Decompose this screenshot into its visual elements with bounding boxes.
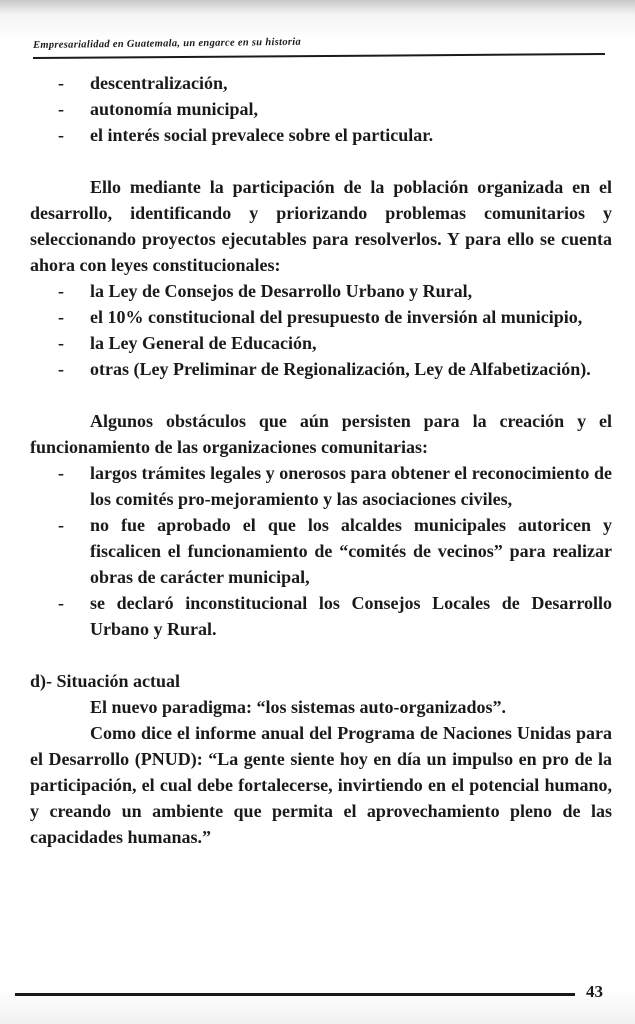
dash-bullet: - (58, 73, 64, 93)
list-item: - descentralización, (30, 70, 612, 96)
list-item: - el 10% constitucional del presupuesto de inversión al municipio, (30, 304, 612, 330)
list-item: - el interés social prevalece sobre el particular. (30, 122, 612, 148)
principles-list (30, 70, 612, 148)
spacer (30, 382, 612, 408)
paradigm-line: El nuevo paradigma: “los sistemas auto-organizados”. (90, 697, 507, 717)
list-item: - largos trámites legales y onerosos para obtener el reconocimiento de los comités pro-mejoramiento y las asociaciones civiles, (30, 460, 612, 512)
dash-bullet: - (58, 463, 64, 483)
dash-bullet: - (58, 281, 64, 301)
dash-bullet: - (58, 307, 64, 327)
page-body (30, 70, 612, 850)
dash-bullet: - (58, 333, 64, 353)
footer-rule (15, 993, 575, 996)
obstacles-list (30, 460, 612, 642)
list-item: - la Ley de Consejos de Desarrollo Urbano y Rural, (30, 278, 612, 304)
dash-bullet: - (58, 99, 64, 119)
page-number: 43 (586, 982, 603, 1001)
header-rule (33, 53, 605, 58)
list-item: - otras (Ley Preliminar de Regionalización, Ley de Alfabetización). (30, 356, 612, 382)
dash-bullet: - (58, 125, 64, 145)
list-item: - la Ley General de Educación, (30, 330, 612, 356)
list-item: - autonomía municipal, (30, 96, 612, 122)
spacer (30, 642, 612, 668)
paragraph: Ello mediante la participación de la población organizada en el desarrollo, identificando y priorizando problemas comunitarios y seleccionando proyectos ejecutables para resolverlos. Y para ello se cuenta ahora con leyes constitucionales: (30, 177, 612, 275)
dash-bullet: - (58, 359, 64, 379)
list-item: - se declaró inconstitucional los Consejos Locales de Desarrollo Urbano y Rural. (30, 590, 612, 642)
running-header: Empresarialidad en Guatemala, un engarce en su historia (33, 36, 302, 51)
dash-bullet: - (58, 515, 64, 535)
paragraph: Como dice el informe anual del Programa de Naciones Unidas para el Desarrollo (PNUD): “La gente siente hoy en día un impulso en pro de la participación, el cual debe fortalecerse, invirtiendo en el potencial humano, y creando un ambiente que permita el aprovechamiento pleno de las capacidades humanas.” (30, 723, 612, 847)
paragraph: Algunos obstáculos que aún persisten para la creación y el funcionamiento de las organizaciones comunitarias: (30, 411, 612, 457)
laws-list (30, 278, 612, 382)
dash-bullet: - (58, 593, 64, 613)
section-heading: d)- Situación actual (30, 671, 181, 691)
list-item: - no fue aprobado el que los alcaldes municipales autoricen y fiscalicen el funcionamiento de “comités de vecinos” para realizar obras de carácter municipal, (30, 512, 612, 590)
spacer (30, 148, 612, 174)
